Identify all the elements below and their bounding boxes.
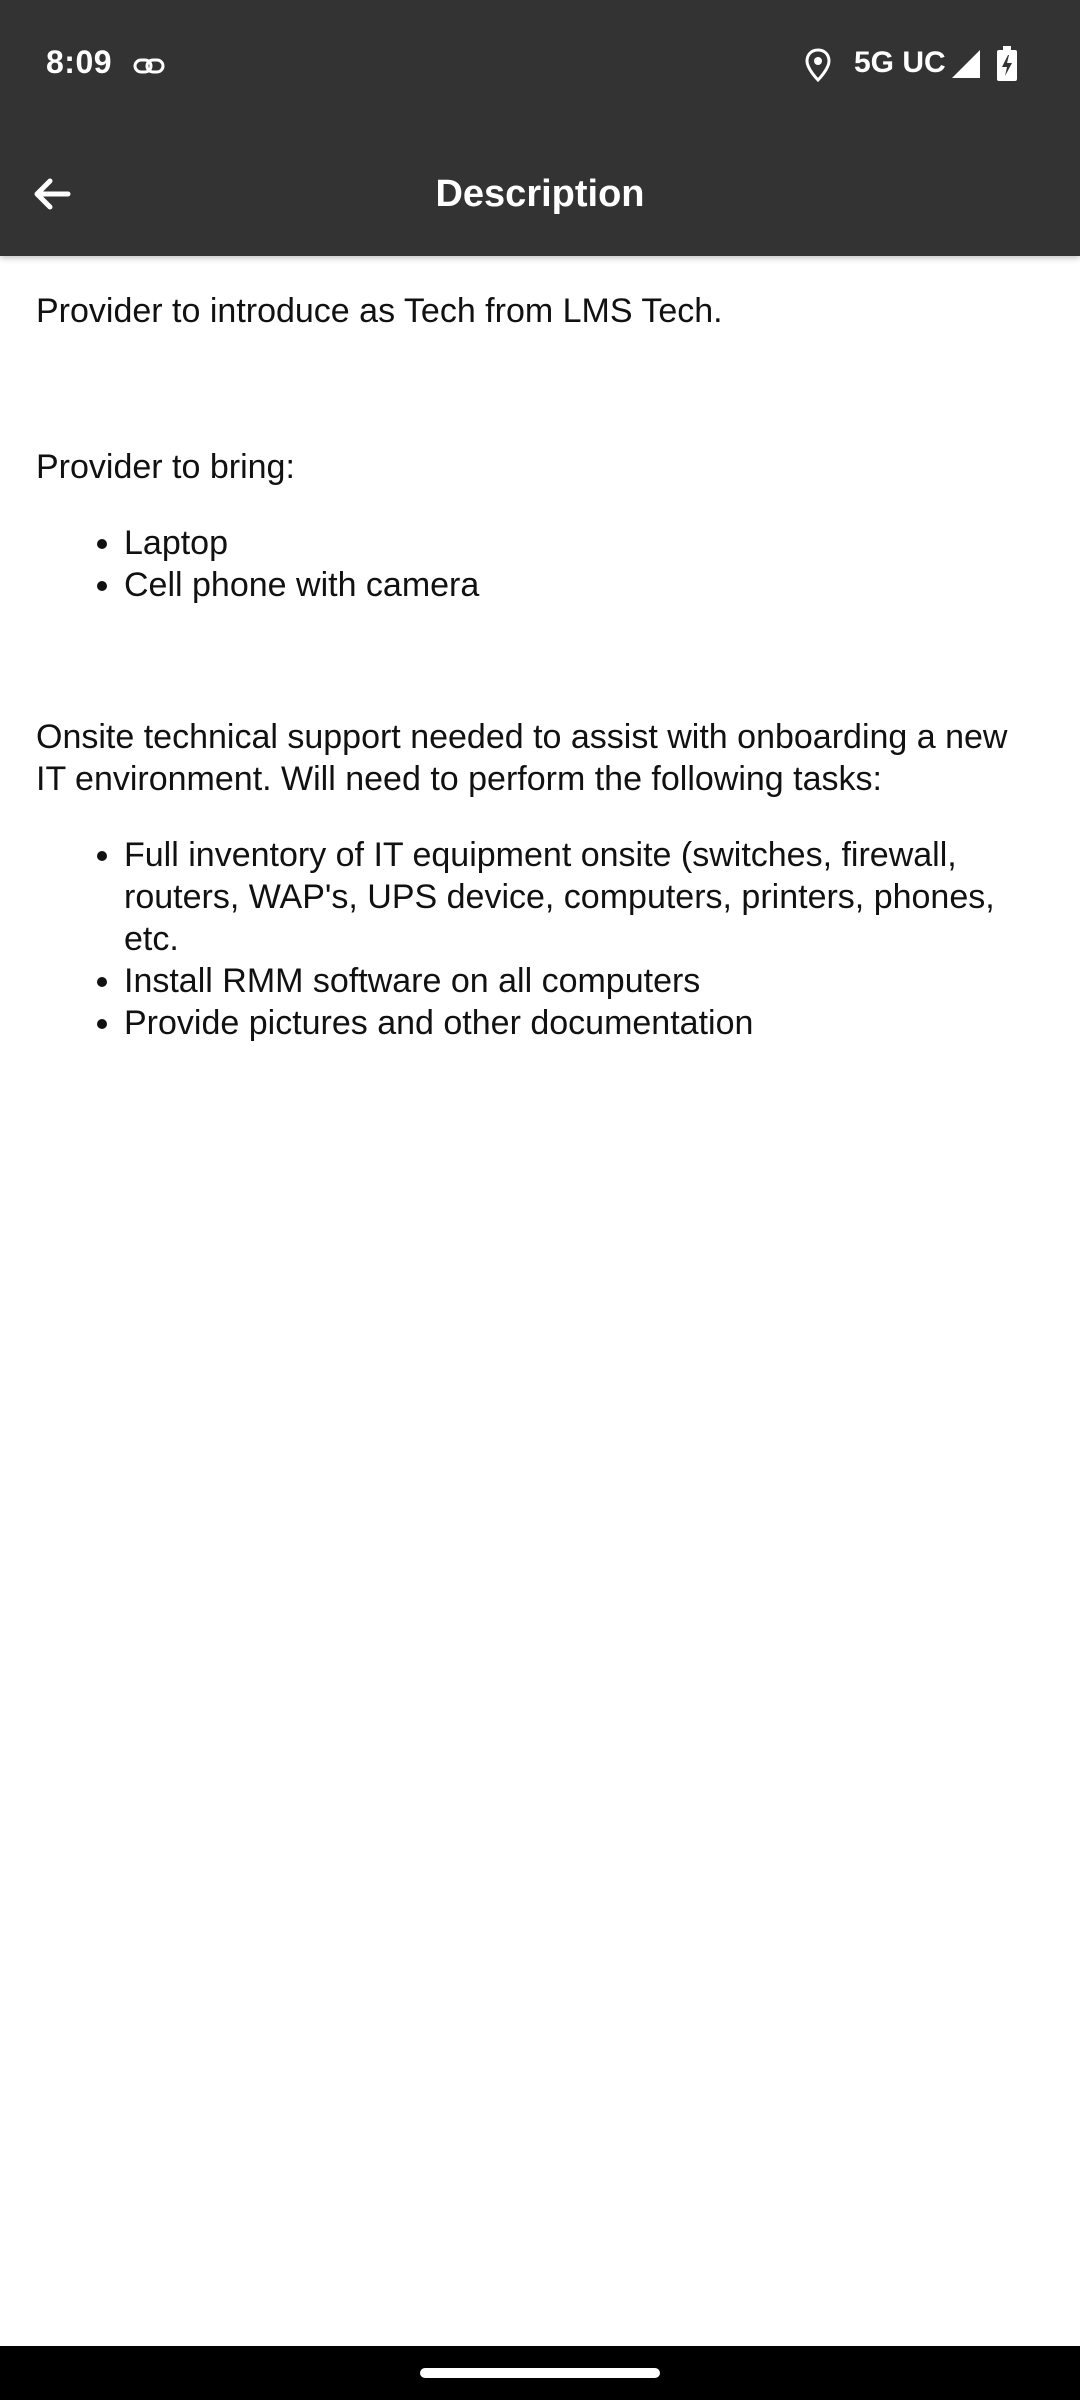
top-bar — [0, 0, 1080, 256]
intro-text: Provider to introduce as Tech from LMS Tech. — [36, 292, 723, 330]
network-type: 5G UC — [854, 46, 946, 79]
list-item: • Cell phone with camera — [124, 564, 1036, 606]
link-icon — [133, 52, 165, 80]
description-content — [36, 290, 1036, 1044]
home-handle[interactable] — [420, 2368, 660, 2378]
app-bar — [0, 132, 1080, 256]
signal-icon — [950, 48, 982, 80]
status-time: 8:09 — [46, 44, 113, 80]
battery-charging-icon — [996, 46, 1018, 82]
location-icon — [804, 48, 832, 82]
bring-heading: Provider to bring: — [36, 448, 295, 486]
task-list — [36, 834, 1036, 1044]
list-item: • Laptop — [124, 522, 1036, 564]
list-item: • Install RMM software on all computers — [124, 960, 1036, 1002]
list-item: • Provide pictures and other documentation — [124, 1002, 1036, 1044]
navigation-bar — [0, 2346, 1080, 2400]
support-text: Onsite technical support needed to assist with onboarding a new IT environment. Will need to perform the following tasks: — [36, 718, 1008, 798]
page-title: Description — [435, 173, 645, 215]
bring-list — [36, 522, 1036, 606]
list-item: • Full inventory of IT equipment onsite (switches, firewall, routers, WAP's, UPS device, computers, printers, phones, etc. — [124, 834, 1036, 960]
status-bar — [0, 0, 1080, 132]
